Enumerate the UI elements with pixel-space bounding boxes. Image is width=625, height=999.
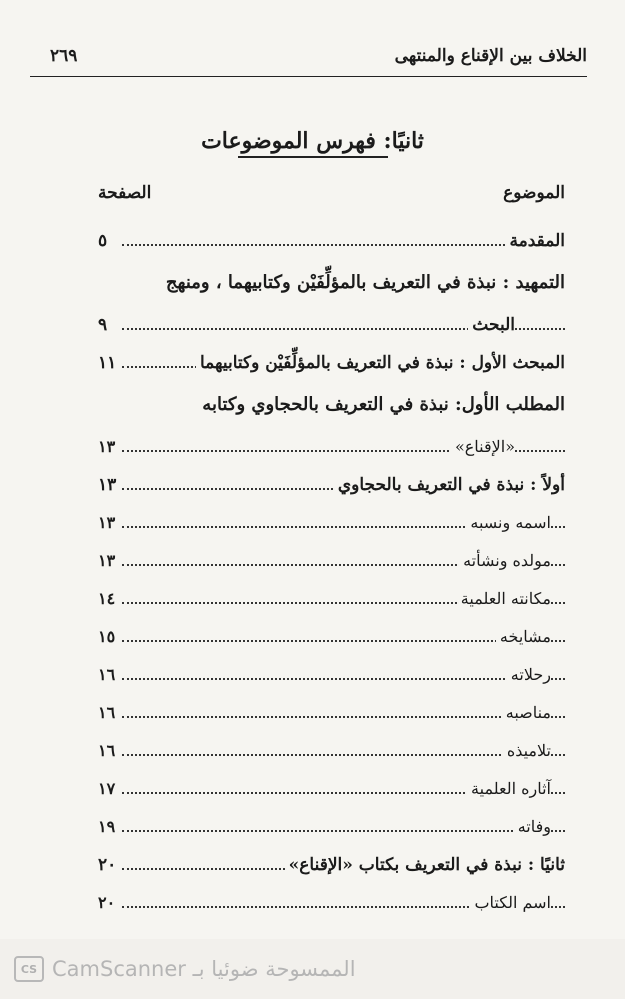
dot-leader: [122, 830, 565, 832]
camscanner-text: CamScanner الممسوحة ضوئيا بـ: [52, 957, 356, 981]
topic-column-header: الموضوع: [503, 183, 565, 203]
toc-row: [98, 694, 565, 732]
toc-row: [98, 344, 565, 382]
toc-entry-text: ثانيًا : نبذة في التعريف بكتاب «الإقناع»: [285, 846, 565, 884]
section-title-text: ثانيًا: فهرس الموضوعات: [201, 128, 424, 154]
toc-page-number: ٩: [98, 306, 111, 344]
title-underline: [238, 156, 388, 158]
toc-page-number: ١٦: [98, 732, 119, 770]
toc-entry-text: البحث: [468, 306, 515, 344]
section-title: [0, 128, 625, 158]
toc-page-number: ٢٠: [98, 846, 120, 884]
toc-entry-text: مولده ونشأته: [459, 542, 551, 580]
page-number: ٢٦٩: [50, 46, 78, 66]
toc-row: [98, 382, 565, 428]
toc-entry-text: التمهيد : نبذة في التعريف بالمؤلِّفَيْن وكتابيهما ، ومنهج: [162, 260, 565, 306]
toc-page-number: ١٦: [98, 656, 119, 694]
toc-row: [98, 504, 565, 542]
toc-entry-text: تلاميذه: [503, 732, 551, 770]
toc-entry-text: المطلب الأول: نبذة في التعريف بالحجاوي وكتابه: [198, 382, 565, 428]
toc-row: [98, 808, 565, 846]
toc-entry-text: اسم الكتاب: [470, 884, 551, 922]
dot-leader: [122, 754, 565, 756]
toc-page-number: ١٦: [98, 694, 119, 732]
toc-row: [98, 260, 565, 306]
dot-leader: [122, 678, 565, 680]
toc-row: [98, 846, 565, 884]
toc-page-number: ١٤: [98, 580, 119, 618]
toc-entry-text: وفاته: [514, 808, 551, 846]
toc-page-number: ١٣: [98, 542, 119, 580]
toc-row: [98, 770, 565, 808]
toc-page-number: ٢٠: [98, 884, 119, 922]
table-of-contents: [98, 222, 565, 922]
toc-entry-text: مشايخه: [496, 618, 551, 656]
toc-page-number: ١٥: [98, 618, 119, 656]
toc-entry-text: المقدمة: [506, 222, 565, 260]
column-headers: [98, 183, 565, 211]
toc-row: [98, 542, 565, 580]
page-header: [30, 40, 587, 77]
camscanner-logo-icon: CS: [14, 956, 44, 982]
toc-row: [98, 884, 565, 922]
toc-page-number: ١٧: [98, 770, 119, 808]
toc-row: [98, 618, 565, 656]
toc-entry-text: المبحث الأول : نبذة في التعريف بالمؤلِّفَيْن وكتابيهما: [196, 344, 565, 382]
dot-leader: [122, 716, 565, 718]
toc-page-number: ١٩: [98, 808, 119, 846]
toc-page-number: ١١: [98, 344, 120, 382]
toc-row: [98, 656, 565, 694]
page-column-header: الصفحة: [98, 183, 152, 203]
toc-row: [98, 732, 565, 770]
toc-row: [98, 466, 565, 504]
scanner-watermark: [0, 939, 625, 999]
toc-row: [98, 580, 565, 618]
toc-entry-text: مكانته العلمية: [457, 580, 551, 618]
toc-entry-text: أولاً : نبذة في التعريف بالحجاوي: [334, 466, 565, 504]
toc-page-number: ١٣: [98, 428, 119, 466]
toc-row: [98, 306, 565, 344]
toc-entry-text: «الإقناع»: [451, 428, 515, 466]
toc-entry-text: مناصبه: [502, 694, 551, 732]
dot-leader: [122, 244, 565, 246]
toc-page-number: ٥: [98, 222, 111, 260]
toc-page-number: ١٣: [98, 466, 120, 504]
toc-entry-text: رحلاته: [507, 656, 551, 694]
toc-page-number: ١٣: [98, 504, 119, 542]
toc-row: [98, 222, 565, 260]
toc-row: [98, 428, 565, 466]
toc-entry-text: آثاره العلمية: [467, 770, 551, 808]
toc-entry-text: اسمه ونسبه: [466, 504, 551, 542]
running-head: الخلاف بين الإقناع والمنتهى: [394, 46, 587, 66]
